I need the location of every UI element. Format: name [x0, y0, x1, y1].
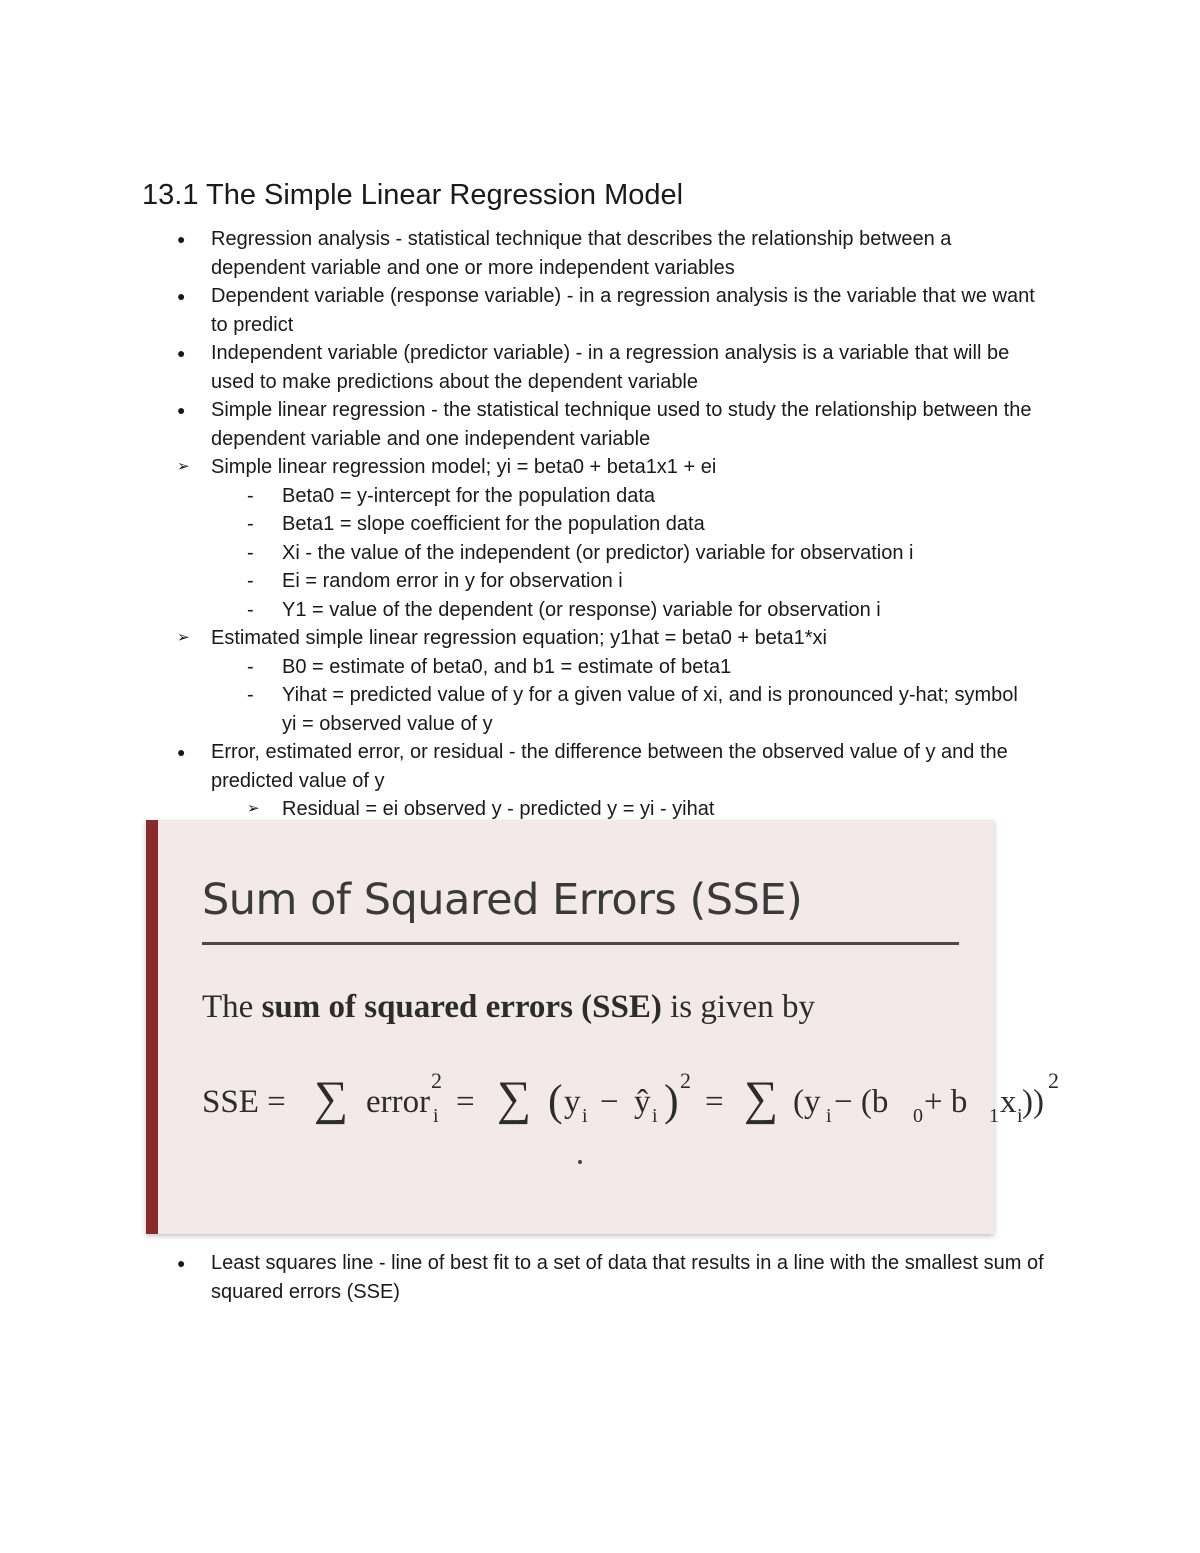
slide-title: Sum of Squared Errors (SSE)	[202, 875, 803, 925]
formula-lhs: SSE =	[202, 1084, 286, 1120]
list-item-text: Simple linear regression - the statistical technique used to study the relationship between the dependent variable and one independent variable	[211, 399, 1032, 450]
list-item	[0, 738, 1051, 795]
dash-bullet-icon: -	[247, 570, 254, 592]
sub-list-item	[0, 539, 1022, 568]
formula-subscript: i	[652, 1105, 658, 1127]
arrow-bullet-icon: ➢	[247, 800, 260, 817]
slide-description	[202, 985, 815, 1029]
slide-description-bold: sum of squared errors (SSE)	[261, 989, 662, 1025]
formula-tail-open: (y	[793, 1084, 821, 1120]
list-item-text: Least squares line - line of best fit to a set of data that results in a line with the smallest sum of squared errors (SSE)	[211, 1252, 1044, 1303]
formula-y: y	[564, 1084, 581, 1120]
arrow-bullet-icon: ➢	[177, 458, 190, 475]
bullet-icon: ●	[177, 288, 186, 304]
sse-formula	[202, 1062, 1062, 1142]
list-item-text: Residual = ei observed y - predicted y = yi - yihat	[282, 798, 715, 820]
formula-error: error	[366, 1084, 431, 1120]
slide-title-divider	[202, 942, 959, 945]
formula-subscript: i	[433, 1105, 439, 1127]
slide-description-post: is given by	[661, 989, 815, 1025]
formula-yhat: ŷ	[634, 1084, 651, 1120]
sigma-icon: ∑	[314, 1072, 349, 1125]
sub-list-item	[0, 510, 1022, 539]
list-item-text: Beta1 = slope coefficient for the population data	[282, 513, 705, 535]
formula-x: x	[1000, 1084, 1017, 1120]
list-item-text: Beta0 = y-intercept for the population data	[282, 484, 656, 507]
sub-list-item	[0, 596, 1022, 625]
list-item-text: Estimated simple linear regression equation; y1hat = beta0 + beta1*xi	[211, 627, 827, 649]
list-item-text: Independent variable (predictor variable) - in a regression analysis is a variable that will be used to make predictions about the dependent variable	[211, 342, 1010, 393]
formula-paren: (	[548, 1076, 563, 1125]
list-item-text: Dependent variable (response variable) - in a regression analysis is the variable that we want to predict	[211, 285, 1035, 336]
list-item	[0, 453, 1051, 482]
formula-paren: )	[664, 1076, 679, 1125]
formula-subscript: i	[1017, 1105, 1023, 1127]
definitions-list-continued	[0, 1249, 1200, 1306]
list-item-text: Ei = random error in y for observation i	[282, 570, 623, 592]
formula-equals: =	[705, 1084, 724, 1120]
bullet-icon: ●	[177, 231, 186, 247]
list-item-text: Simple linear regression model; yi = beta0 + beta1x1 + ei	[211, 456, 717, 478]
list-item-text: Regression analysis - statistical technique that describes the relationship between a dependent variable and one or more independent variables	[211, 228, 952, 279]
slide-description-pre: The	[202, 989, 262, 1025]
list-item	[0, 282, 1051, 339]
formula-superscript: 2	[1048, 1068, 1059, 1093]
sub-list-item	[0, 653, 1022, 682]
list-item-text: Xi - the value of the independent (or predictor) variable for observation i	[282, 541, 914, 564]
dash-bullet-icon: -	[247, 684, 254, 706]
dash-bullet-icon: -	[247, 513, 254, 535]
dash-bullet-icon: -	[247, 598, 254, 621]
page-heading: 13.1 The Simple Linear Regression Model	[142, 179, 684, 211]
dot-mark	[578, 1160, 582, 1164]
arrow-bullet-icon: ➢	[177, 629, 190, 646]
list-item	[0, 339, 1051, 396]
dash-bullet-icon: -	[247, 541, 254, 564]
list-item-text: Error, estimated error, or residual - the difference between the observed value of y and the predicted value of y	[211, 741, 1008, 792]
formula-subscript: i	[826, 1105, 832, 1127]
list-item-text: B0 = estimate of beta0, and b1 = estimate of beta1	[282, 655, 732, 678]
list-item	[0, 1249, 1051, 1306]
sigma-icon: ∑	[744, 1072, 779, 1125]
formula-tail-close: ))	[1022, 1084, 1044, 1120]
bullet-icon: ●	[177, 744, 186, 760]
list-item	[0, 624, 1051, 653]
dash-bullet-icon: -	[247, 484, 254, 507]
formula-superscript: 2	[431, 1068, 442, 1093]
dash-bullet-icon: -	[247, 655, 254, 678]
sub-list-item	[0, 567, 1022, 596]
list-item	[0, 225, 1051, 282]
formula-subscript: 0	[913, 1105, 923, 1127]
list-item-text: Yihat = predicted value of y for a given value of xi, and is pronounced y-hat; symbol yi = observed value of y	[282, 684, 1018, 735]
bullet-icon: ●	[177, 402, 186, 418]
bullet-icon: ●	[177, 1255, 186, 1271]
formula-tail-mid: + b	[924, 1084, 968, 1120]
bullet-icon: ●	[177, 345, 186, 361]
sub-list-item	[0, 681, 1022, 738]
formula-equals: =	[456, 1084, 475, 1120]
formula-tail-mid: − (b	[834, 1084, 889, 1120]
list-item	[0, 396, 1051, 453]
definitions-list	[0, 225, 1200, 824]
sigma-icon: ∑	[497, 1072, 532, 1125]
list-item-text: Y1 = value of the dependent (or response) variable for observation i	[282, 598, 881, 621]
formula-subscript: 1	[989, 1105, 999, 1127]
formula-superscript: 2	[680, 1068, 691, 1093]
slide-accent-bar	[146, 820, 158, 1234]
formula-minus: −	[600, 1084, 619, 1120]
formula-subscript: i	[582, 1105, 588, 1127]
sub-list-item	[0, 482, 1022, 511]
